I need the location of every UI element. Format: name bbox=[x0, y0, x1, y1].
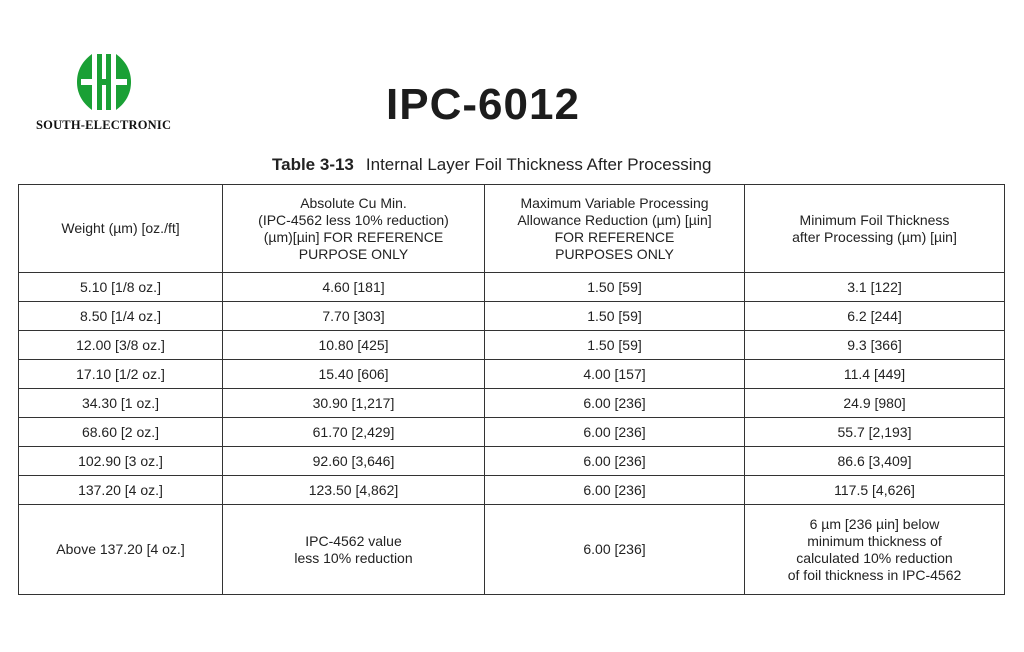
cell-absolute-cu-min: IPC-4562 value less 10% reduction bbox=[223, 505, 485, 595]
table-row bbox=[19, 273, 1005, 302]
cell-processing-allowance: 6.00 [236] bbox=[485, 476, 745, 505]
table-header-row bbox=[19, 185, 1005, 273]
foil-thickness-table bbox=[18, 184, 1005, 595]
table-caption bbox=[272, 155, 711, 175]
cell-weight: 102.90 [3 oz.] bbox=[19, 447, 223, 476]
cell-processing-allowance: 4.00 [157] bbox=[485, 360, 745, 389]
logo-text: SOUTH-ELECTRONIC bbox=[36, 118, 172, 132]
cell-processing-allowance: 6.00 [236] bbox=[485, 389, 745, 418]
table-row bbox=[19, 302, 1005, 331]
cell-weight: 68.60 [2 oz.] bbox=[19, 418, 223, 447]
header-max-processing-allowance: Maximum Variable Processing Allowance Reduction (µm) [µin] FOR REFERENCE PURPOSES ONLY bbox=[485, 185, 745, 273]
table-row bbox=[19, 418, 1005, 447]
cell-processing-allowance: 6.00 [236] bbox=[485, 505, 745, 595]
cell-absolute-cu-min: 10.80 [425] bbox=[223, 331, 485, 360]
table-row bbox=[19, 360, 1005, 389]
cell-weight: 34.30 [1 oz.] bbox=[19, 389, 223, 418]
table-row bbox=[19, 447, 1005, 476]
cell-absolute-cu-min: 92.60 [3,646] bbox=[223, 447, 485, 476]
cell-absolute-cu-min: 7.70 [303] bbox=[223, 302, 485, 331]
table-row bbox=[19, 476, 1005, 505]
cell-weight: 17.10 [1/2 oz.] bbox=[19, 360, 223, 389]
cell-weight: 12.00 [3/8 oz.] bbox=[19, 331, 223, 360]
cell-processing-allowance: 1.50 [59] bbox=[485, 273, 745, 302]
cell-min-foil-thickness: 117.5 [4,626] bbox=[745, 476, 1005, 505]
table-row bbox=[19, 505, 1005, 595]
cell-min-foil-thickness: 11.4 [449] bbox=[745, 360, 1005, 389]
table-title: Internal Layer Foil Thickness After Processing bbox=[365, 155, 712, 174]
cell-min-foil-thickness: 6.2 [244] bbox=[745, 302, 1005, 331]
cell-processing-allowance: 6.00 [236] bbox=[485, 447, 745, 476]
cell-absolute-cu-min: 30.90 [1,217] bbox=[223, 389, 485, 418]
table-number: Table 3-13 bbox=[272, 155, 354, 174]
cell-min-foil-thickness: 86.6 [3,409] bbox=[745, 447, 1005, 476]
cell-weight: 5.10 [1/8 oz.] bbox=[19, 273, 223, 302]
cell-absolute-cu-min: 15.40 [606] bbox=[223, 360, 485, 389]
header-absolute-cu-min: Absolute Cu Min. (IPC-4562 less 10% reduction) (µm)[µin] FOR REFERENCE PURPOSE ONLY bbox=[223, 185, 485, 273]
header-weight: Weight (µm) [oz./ft] bbox=[19, 185, 223, 273]
cell-absolute-cu-min: 4.60 [181] bbox=[223, 273, 485, 302]
cell-min-foil-thickness: 55.7 [2,193] bbox=[745, 418, 1005, 447]
cell-min-foil-thickness: 24.9 [980] bbox=[745, 389, 1005, 418]
cell-absolute-cu-min: 123.50 [4,862] bbox=[223, 476, 485, 505]
header-min-foil-thickness: Minimum Foil Thickness after Processing (µm) [µin] bbox=[745, 185, 1005, 273]
cell-min-foil-thickness: 6 µm [236 µin] below minimum thickness of calculated 10% reduction of foil thickness in IPC-4562 bbox=[745, 505, 1005, 595]
cell-weight: 137.20 [4 oz.] bbox=[19, 476, 223, 505]
cell-weight: Above 137.20 [4 oz.] bbox=[19, 505, 223, 595]
cell-processing-allowance: 1.50 [59] bbox=[485, 302, 745, 331]
cell-processing-allowance: 1.50 [59] bbox=[485, 331, 745, 360]
table-row bbox=[19, 331, 1005, 360]
cell-absolute-cu-min: 61.70 [2,429] bbox=[223, 418, 485, 447]
cell-weight: 8.50 [1/4 oz.] bbox=[19, 302, 223, 331]
table-row bbox=[19, 389, 1005, 418]
document-title: IPC-6012 bbox=[386, 80, 580, 129]
cell-min-foil-thickness: 9.3 [366] bbox=[745, 331, 1005, 360]
cell-min-foil-thickness: 3.1 [122] bbox=[745, 273, 1005, 302]
cell-processing-allowance: 6.00 [236] bbox=[485, 418, 745, 447]
